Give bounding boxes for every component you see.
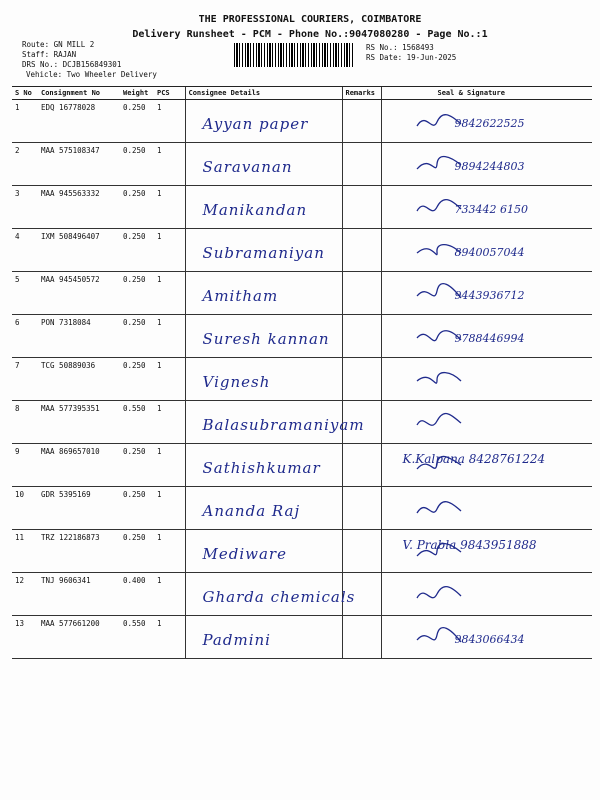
drs-label: DRS No.: DCJB156849301 [22,60,122,69]
row-signature [381,616,592,659]
row-consignment-no: MAA 945563332 [38,186,120,229]
row-consignee [185,401,365,444]
row-pcs: 1 [154,315,185,358]
row-pcs: 1 [154,143,185,186]
table-row [12,186,592,229]
row-sno: 8 [12,401,38,444]
row-weight: 0.250 [120,143,154,186]
row-signature [381,444,592,487]
table-row [12,444,592,487]
row-consignee [185,143,342,186]
row-weight: 0.550 [120,401,154,444]
row-pcs: 1 [154,229,185,272]
table-body [12,100,592,659]
row-remarks [342,315,381,358]
col-remarks: Remarks [342,87,381,100]
table-row [12,401,592,444]
row-sno: 6 [12,315,38,358]
vehicle-label: Vehicle: Two Wheeler Delivery [26,70,157,79]
rs-number: RS No.: 1568493 [366,43,434,52]
signature-area [385,146,590,185]
row-signature [381,358,592,401]
row-consignment-no: MAA 869657010 [38,444,120,487]
signature-scribble [415,496,465,522]
table-header [12,87,592,100]
signature-area [385,318,590,357]
signature-scribble [415,410,465,436]
row-remarks [342,143,381,186]
signature-area [385,490,590,529]
consignee-handwriting: Mediware [202,545,287,563]
row-signature [381,186,592,229]
table-row [12,100,592,143]
row-sno: 11 [12,530,38,573]
table-row [12,573,592,616]
table-row [12,530,592,573]
row-weight: 0.250 [120,530,154,573]
row-consignment-no: TCG 50889036 [38,358,120,401]
signature-phone: 9894244803 [454,160,525,173]
row-signature [381,229,592,272]
row-signature [381,530,592,573]
row-sno: 13 [12,616,38,659]
consignee-handwriting: Suresh kannan [202,330,330,348]
signature-phone: V. Prabla 9843951888 [402,538,537,552]
consignee-handwriting: Sathishkumar [202,459,321,477]
col-signature: Seal & Signature [381,87,592,100]
route-label: Route: GN MILL 2 [22,40,95,49]
row-consignment-no: IXM 508496407 [38,229,120,272]
row-pcs: 1 [154,487,185,530]
row-sno: 10 [12,487,38,530]
row-weight: 0.250 [120,487,154,530]
company-name: THE PROFESSIONAL COURIERS, COIMBATORE [198,14,422,25]
row-consignment-no: MAA 577395351 [38,401,120,444]
row-pcs: 1 [154,444,185,487]
rs-date: RS Date: 19-Jun-2025 [366,53,457,62]
row-consignment-no: GDR 5395169 [38,487,120,530]
row-consignee [185,616,342,659]
row-remarks [342,272,381,315]
row-remarks [342,487,381,530]
row-weight: 0.250 [120,229,154,272]
row-weight: 0.250 [120,272,154,315]
row-sno: 1 [12,100,38,143]
consignee-handwriting: Manikandan [202,201,308,219]
row-consignee [185,315,342,358]
meta-right [366,43,456,63]
table-row [12,272,592,315]
row-sno: 2 [12,143,38,186]
row-pcs: 1 [154,358,185,401]
signature-area [385,232,590,271]
row-sno: 9 [12,444,38,487]
signature-scribble [415,367,465,393]
row-signature [381,487,592,530]
col-pcs: PCS [154,87,185,100]
row-consignee [185,444,342,487]
table-row [12,487,592,530]
row-weight: 0.250 [120,315,154,358]
consignee-handwriting: Balasubramaniyam [202,416,365,434]
signature-area [385,619,590,658]
meta-left [22,40,157,80]
row-remarks [342,616,381,659]
col-consignment: Consignment No [38,87,120,100]
row-remarks [342,229,381,272]
table-row [12,143,592,186]
row-pcs: 1 [154,100,185,143]
row-remarks [342,186,381,229]
row-consignee [185,272,342,315]
table-row [12,315,592,358]
row-consignee [185,186,342,229]
signature-phone: 9788446994 [454,332,525,345]
runsheet-title: Delivery Runsheet - PCM - Phone No.:9047080280 - Page No.:1 [132,29,488,40]
row-consignee [185,100,342,143]
row-sno: 3 [12,186,38,229]
consignee-handwriting: Subramaniyan [202,244,325,262]
row-weight: 0.250 [120,100,154,143]
row-remarks [342,100,381,143]
row-sno: 4 [12,229,38,272]
staff-label: Staff: RAJAN [22,50,77,59]
col-sno: S No [12,87,38,100]
row-weight: 0.250 [120,186,154,229]
consignee-handwriting: Saravanan [202,158,293,176]
signature-phone: 8940057044 [454,246,525,259]
row-pcs: 1 [154,573,185,616]
signature-area [385,447,590,486]
signature-area [385,404,590,443]
runsheet-table [12,86,592,659]
row-consignee [185,229,342,272]
col-weight: Weight [120,87,154,100]
row-pcs: 1 [154,530,185,573]
consignee-handwriting: Gharda chemicals [202,588,356,606]
signature-area [385,361,590,400]
row-consignment-no: MAA 575108347 [38,143,120,186]
row-sno: 5 [12,272,38,315]
signature-area [385,103,590,142]
row-consignee [185,530,342,573]
signature-phone: 9443936712 [454,289,525,302]
barcode [234,43,354,67]
row-signature [381,272,592,315]
row-weight: 0.250 [120,358,154,401]
row-pcs: 1 [154,401,185,444]
row-consignment-no: MAA 945450572 [38,272,120,315]
signature-area [385,189,590,228]
consignee-handwriting: Amitham [202,287,279,305]
signature-area [385,576,590,615]
row-signature [381,315,592,358]
signature-scribble [415,582,465,608]
signature-phone: 9843066434 [454,633,525,646]
row-pcs: 1 [154,616,185,659]
row-consignment-no: EDQ 16778028 [38,100,120,143]
row-consignment-no: MAA 577661200 [38,616,120,659]
row-sno: 12 [12,573,38,616]
row-consignee [185,487,342,530]
col-consignee: Consignee Details [185,87,342,100]
row-signature [381,100,592,143]
consignee-handwriting: Ananda Raj [202,502,301,520]
row-weight: 0.250 [120,444,154,487]
signature-area [385,275,590,314]
row-sno: 7 [12,358,38,401]
signature-area [385,533,590,572]
row-signature [381,573,592,616]
row-pcs: 1 [154,272,185,315]
row-pcs: 1 [154,186,185,229]
row-consignment-no: PON 7318084 [38,315,120,358]
table-row [12,616,592,659]
row-weight: 0.550 [120,616,154,659]
consignee-handwriting: Vignesh [202,373,271,391]
row-consignment-no: TRZ 122186873 [38,530,120,573]
table-row [12,229,592,272]
signature-phone: 733442 6150 [454,203,528,216]
signature-phone: 9842622525 [454,117,525,130]
row-consignee [185,573,356,616]
row-consignment-no: TNJ 9606341 [38,573,120,616]
row-consignee [185,358,342,401]
consignee-handwriting: Padmini [202,631,271,649]
row-weight: 0.400 [120,573,154,616]
table-row [12,358,592,401]
row-remarks [342,444,381,487]
row-signature [381,401,592,444]
consignee-handwriting: Ayyan paper [202,115,309,133]
signature-phone: K.Kalpana 8428761224 [402,452,546,466]
row-remarks [342,358,381,401]
row-signature [381,143,592,186]
row-remarks [342,530,381,573]
